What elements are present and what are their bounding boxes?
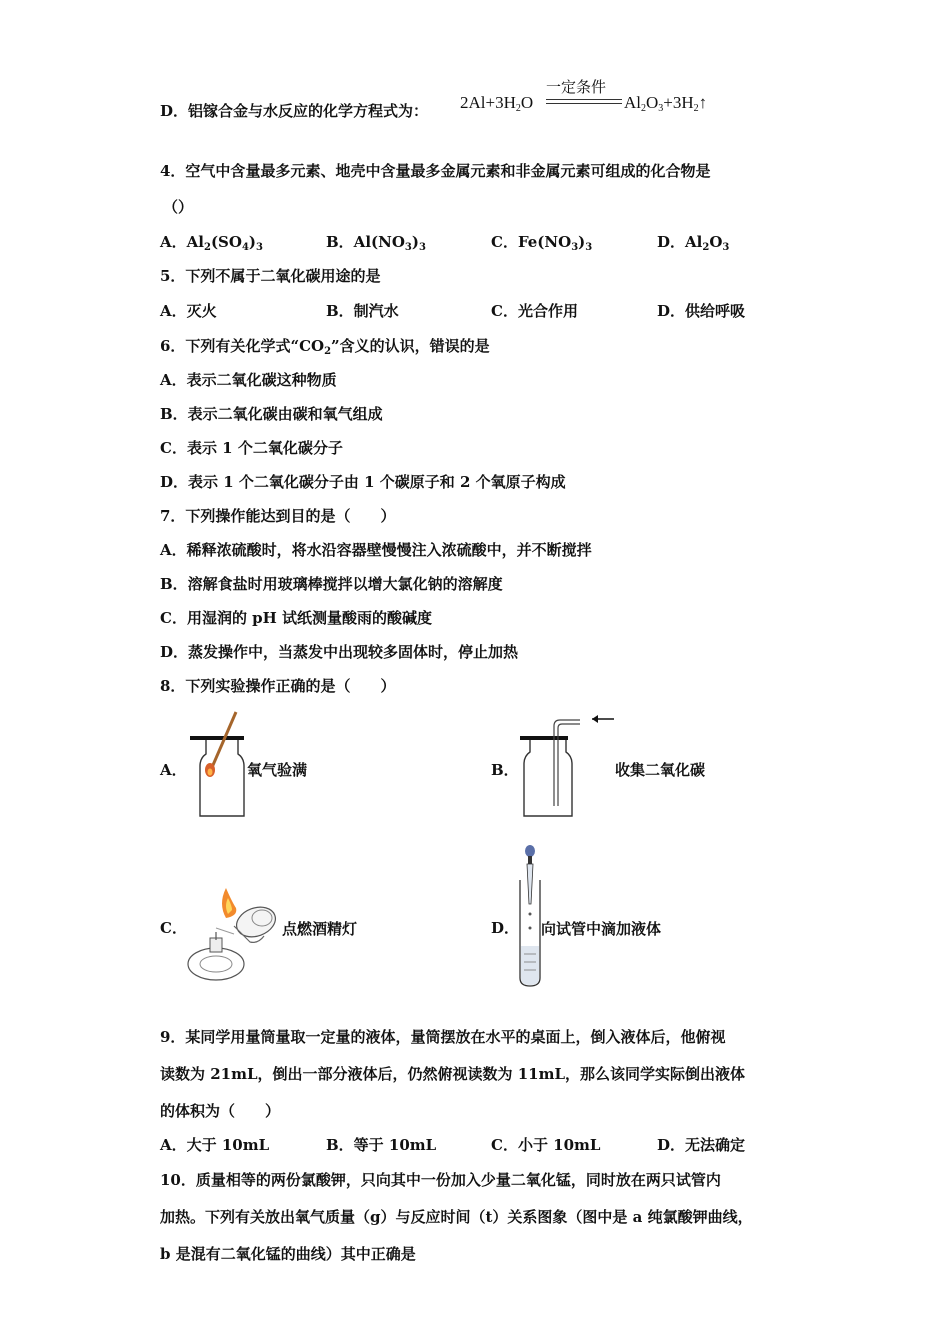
q5-option-c: C．光合作用 bbox=[491, 302, 578, 320]
q6-option-d: D．表示 1 个二氧化碳分子由 1 个碳原子和 2 个氧原子构成 bbox=[160, 473, 566, 491]
q6-option-c: C．表示 1 个二氧化碳分子 bbox=[160, 439, 343, 457]
q4-option-c: C．$Fe(NO_3)_3$ bbox=[491, 233, 593, 253]
q5-stem: 5．下列不属于二氧化碳用途的是 bbox=[160, 267, 381, 285]
q9-stem-line-1: 9．某同学用量筒量取一定量的液体，量筒摆放在水平的桌面上，倒入液体后，他俯视 bbox=[160, 1028, 726, 1046]
q4-option-b: B．$Al(NO_3)_3$ bbox=[326, 233, 426, 253]
q4-answer-paren: （） bbox=[163, 198, 194, 216]
q7-option-b: B．溶解食盐时用玻璃棒搅拌以增大氯化钠的溶解度 bbox=[160, 575, 503, 593]
q4-option-d: D．$Al_2O_3$ bbox=[657, 233, 730, 253]
oxygen-test-bottle-figure bbox=[186, 708, 250, 820]
q4-option-a: A．$Al_2(SO_4)_3$ bbox=[160, 233, 263, 253]
q8-option-b-letter: B． bbox=[491, 761, 519, 779]
q9-option-b: B．等于 10mL bbox=[326, 1136, 437, 1154]
q8-option-d-letter: D． bbox=[491, 919, 520, 937]
q8-option-c-letter: C． bbox=[160, 919, 187, 937]
q8-option-c-caption: 点燃酒精灯 bbox=[282, 920, 358, 938]
q3-option-d: D．铝镓合金与水反应的化学方程式为： bbox=[160, 102, 429, 120]
q7-stem: 7．下列操作能达到目的是（ ） bbox=[160, 507, 396, 525]
gas-collection-bottle-figure bbox=[514, 706, 618, 820]
q7-option-c: C．用湿润的 pH 试纸测量酸雨的酸碱度 bbox=[160, 609, 433, 627]
q7-option-d: D．蒸发操作中，当蒸发中出现较多固体时，停止加热 bbox=[160, 643, 519, 661]
q8-option-d-caption: 向试管中滴加液体 bbox=[541, 920, 662, 938]
q6-stem: 6．下列有关化学式“$CO_2$”含义的认识，错误的是 bbox=[160, 337, 490, 357]
q10-stem-line-3: b 是混有二氧化锰的曲线）其中正确是 bbox=[160, 1245, 416, 1263]
reaction-equation-left: $2Al+3H_2O$ bbox=[460, 93, 534, 114]
dropper-test-tube-figure bbox=[516, 842, 544, 990]
q4-stem: 4．空气中含量最多元素、地壳中含量最多金属元素和非金属元素可组成的化合物是 bbox=[160, 162, 711, 180]
q8-option-b-caption: 收集二氧化碳 bbox=[615, 761, 706, 779]
q8-option-a-letter: A． bbox=[160, 761, 187, 779]
equals-sign bbox=[546, 99, 622, 105]
q5-option-a: A．灭火 bbox=[160, 302, 217, 320]
q9-option-d: D．无法确定 bbox=[657, 1136, 746, 1154]
alcohol-lamp-figure bbox=[186, 882, 286, 990]
q10-stem-line-1: 10．质量相等的两份氯酸钾，只向其中一份加入少量二氧化锰，同时放在两只试管内 bbox=[160, 1171, 721, 1189]
reaction-condition: 一定条件 bbox=[546, 78, 607, 96]
q6-option-b: B．表示二氧化碳由碳和氧气组成 bbox=[160, 405, 383, 423]
q8-stem: 8．下列实验操作正确的是（ ） bbox=[160, 677, 396, 695]
q6-option-a: A．表示二氧化碳这种物质 bbox=[160, 371, 337, 389]
q5-option-b: B．制汽水 bbox=[326, 302, 399, 320]
q8-option-a-caption: 氧气验满 bbox=[247, 761, 308, 779]
q9-stem-line-3: 的体积为（ ） bbox=[160, 1102, 281, 1120]
q9-option-c: C．小于 10mL bbox=[491, 1136, 601, 1154]
q9-option-a: A．大于 10mL bbox=[160, 1136, 270, 1154]
q9-stem-line-2: 读数为 21mL，倒出一部分液体后，仍然俯视读数为 11mL，那么该同学实际倒出液体 bbox=[160, 1065, 746, 1083]
q10-stem-line-2: 加热。下列有关放出氧气质量（g）与反应时间（t）关系图象（图中是 a 纯氯酸钾曲线， bbox=[160, 1208, 753, 1226]
reaction-equation-right: $Al_2O_3+3H_2↑$ bbox=[624, 93, 708, 114]
q5-option-d: D．供给呼吸 bbox=[657, 302, 746, 320]
q7-option-a: A．稀释浓硫酸时，将水沿容器壁慢慢注入浓硫酸中，并不断搅拌 bbox=[160, 541, 592, 559]
